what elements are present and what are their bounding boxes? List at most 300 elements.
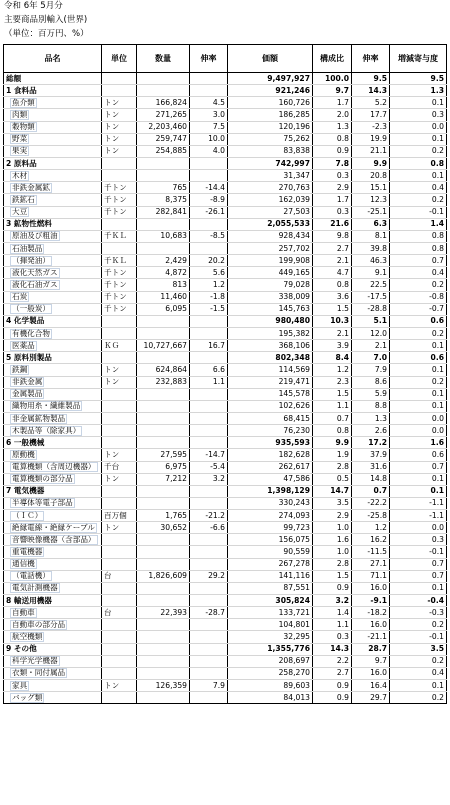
row-share xyxy=(313,376,352,388)
table-row xyxy=(4,582,447,594)
row-contribution xyxy=(390,352,447,364)
table-row-category xyxy=(4,643,447,655)
row-unit xyxy=(102,680,137,692)
row-quantity-text: 11,460 xyxy=(160,292,187,302)
row-value-text: 928,434 xyxy=(278,231,310,241)
row-item-name xyxy=(4,680,102,692)
row-quantity-text: 259,747 xyxy=(155,134,187,144)
row-value xyxy=(228,412,313,424)
row-unit xyxy=(102,412,137,424)
row-unit xyxy=(102,546,137,558)
row-quantity xyxy=(137,242,190,254)
row-item-name-text: 穀物類 xyxy=(12,122,35,132)
row-value xyxy=(228,558,313,570)
row-quantity-growth xyxy=(190,157,228,169)
row-value-growth xyxy=(352,680,390,692)
row-item-name-text: 非鉄金属 xyxy=(12,377,43,387)
row-share-text: 1.1 xyxy=(336,401,349,411)
row-value-growth-text: 17.2 xyxy=(368,437,387,447)
row-contribution-text: 1.6 xyxy=(430,437,444,447)
row-value-growth-text: 29.7 xyxy=(370,692,387,702)
row-quantity xyxy=(137,340,190,352)
row-quantity xyxy=(137,279,190,291)
row-share xyxy=(313,242,352,254)
row-contribution xyxy=(390,145,447,157)
row-contribution xyxy=(390,133,447,145)
table-row xyxy=(4,400,447,412)
row-share xyxy=(313,449,352,461)
row-unit xyxy=(102,425,137,437)
row-value-growth-text: 8.6 xyxy=(374,377,387,387)
row-value-text: 145,763 xyxy=(278,304,310,314)
row-value-text: 199,908 xyxy=(278,255,310,265)
row-unit xyxy=(102,85,137,97)
row-value-text: 68,415 xyxy=(283,413,310,423)
row-contribution-text: 0.2 xyxy=(431,194,444,204)
row-contribution-text: 0.1 xyxy=(430,486,444,496)
row-quantity-growth xyxy=(190,619,228,631)
row-quantity-growth-text: 7.5 xyxy=(212,122,225,132)
row-quantity-growth-text: 16.7 xyxy=(208,340,225,350)
row-value-growth-text: 46.3 xyxy=(370,255,387,265)
row-share xyxy=(313,534,352,546)
row-quantity-text: 8,375 xyxy=(165,194,187,204)
row-quantity-growth xyxy=(190,218,228,230)
row-item-name xyxy=(4,485,102,497)
row-value-growth-text: 15.1 xyxy=(370,182,387,192)
row-item-name-text: 音響映像機器（含部品） xyxy=(12,534,96,544)
row-share xyxy=(313,473,352,485)
row-share-text: 14.7 xyxy=(330,486,349,496)
row-quantity-growth xyxy=(190,510,228,522)
row-contribution-text: 1.3 xyxy=(430,85,444,95)
row-item-name-text: 鉄鋼 xyxy=(12,364,28,374)
row-value-growth xyxy=(352,570,390,582)
row-unit xyxy=(102,97,137,109)
row-unit-text: 千トン xyxy=(104,292,127,302)
row-quantity xyxy=(137,291,190,303)
row-item-name-text: 2 原料品 xyxy=(6,158,37,168)
row-share xyxy=(313,255,352,267)
row-value-growth-text: 0.7 xyxy=(373,486,387,496)
row-quantity-growth xyxy=(190,388,228,400)
row-contribution-text: 0.7 xyxy=(431,462,444,472)
row-value xyxy=(228,182,313,194)
row-quantity-growth xyxy=(190,145,228,157)
row-value xyxy=(228,364,313,376)
row-contribution-text: 0.4 xyxy=(431,668,444,678)
table-row xyxy=(4,461,447,473)
row-value-text: 156,075 xyxy=(278,534,310,544)
row-value-text: 330,243 xyxy=(278,498,310,508)
row-contribution xyxy=(390,643,447,655)
row-quantity-growth-text: -6.6 xyxy=(210,522,225,532)
row-unit xyxy=(102,570,137,582)
row-share xyxy=(313,461,352,473)
table-row xyxy=(4,267,447,279)
row-share xyxy=(313,182,352,194)
row-value xyxy=(228,133,313,145)
table-row xyxy=(4,340,447,352)
row-share xyxy=(313,73,352,85)
row-unit xyxy=(102,510,137,522)
row-quantity-text: 10,727,667 xyxy=(143,340,187,350)
row-item-name xyxy=(4,109,102,121)
row-value xyxy=(228,582,313,594)
row-quantity-text: 624,864 xyxy=(155,364,187,374)
row-share-text: 2.7 xyxy=(336,243,349,253)
row-quantity xyxy=(137,255,190,267)
row-contribution xyxy=(390,376,447,388)
row-share xyxy=(313,510,352,522)
row-value xyxy=(228,534,313,546)
row-item-name xyxy=(4,425,102,437)
row-value-text: 257,702 xyxy=(278,243,310,253)
row-share-text: 2.3 xyxy=(336,377,349,387)
row-contribution xyxy=(390,182,447,194)
row-value-growth xyxy=(352,376,390,388)
row-contribution-text: 0.1 xyxy=(431,401,444,411)
row-contribution-text: 0.1 xyxy=(431,97,444,107)
row-item-name-text: 自動車の部分品 xyxy=(12,619,66,629)
row-value-text: 102,626 xyxy=(278,401,310,411)
row-value-growth-text: 16.0 xyxy=(370,619,387,629)
row-item-name xyxy=(4,303,102,315)
row-contribution-text: 0.4 xyxy=(431,182,444,192)
row-contribution-text: 0.1 xyxy=(431,389,444,399)
row-item-name-text: 科学光学機器 xyxy=(12,656,58,666)
table-row xyxy=(4,570,447,582)
row-quantity-growth xyxy=(190,327,228,339)
row-value-growth xyxy=(352,607,390,619)
row-item-name xyxy=(4,437,102,449)
row-quantity-text: 166,824 xyxy=(155,97,187,107)
row-value xyxy=(228,194,313,206)
row-contribution xyxy=(390,315,447,327)
row-quantity-growth xyxy=(190,680,228,692)
row-item-name-text: 液化石油ガス xyxy=(12,279,58,289)
row-value-growth xyxy=(352,133,390,145)
table-row xyxy=(4,376,447,388)
row-quantity-growth-text: 6.6 xyxy=(212,364,225,374)
row-value xyxy=(228,327,313,339)
table-row xyxy=(4,619,447,631)
row-share-text: 14.3 xyxy=(330,644,349,654)
row-unit xyxy=(102,534,137,546)
row-item-name-text: 金属製品 xyxy=(12,389,43,399)
row-value-growth xyxy=(352,449,390,461)
row-value-text: 162,039 xyxy=(278,194,310,204)
row-item-name xyxy=(4,121,102,133)
row-value-growth xyxy=(352,412,390,424)
row-contribution xyxy=(390,497,447,509)
row-contribution xyxy=(390,364,447,376)
row-contribution xyxy=(390,655,447,667)
row-unit-text: トン xyxy=(104,146,120,156)
row-quantity-growth-text: -28.7 xyxy=(205,607,225,617)
row-quantity xyxy=(137,485,190,497)
row-item-name-text: 原動機 xyxy=(12,449,35,459)
row-value-text: 270,763 xyxy=(278,182,310,192)
row-item-name-text: 非鉄金属鉱 xyxy=(12,182,50,192)
row-value xyxy=(228,73,313,85)
row-share xyxy=(313,400,352,412)
row-value-growth xyxy=(352,667,390,679)
row-share-text: 0.8 xyxy=(336,279,349,289)
row-unit xyxy=(102,291,137,303)
row-item-name xyxy=(4,570,102,582)
row-contribution-text: 0.1 xyxy=(431,170,444,180)
row-contribution xyxy=(390,206,447,218)
row-unit xyxy=(102,327,137,339)
row-contribution xyxy=(390,291,447,303)
row-item-name xyxy=(4,97,102,109)
row-quantity-text: 10,683 xyxy=(160,231,187,241)
row-unit xyxy=(102,449,137,461)
row-unit xyxy=(102,255,137,267)
table-row xyxy=(4,692,447,704)
row-share xyxy=(313,97,352,109)
row-item-name-text: 電気計測機器 xyxy=(12,583,58,593)
row-share-text: 2.2 xyxy=(336,656,349,666)
row-unit-text: 台 xyxy=(104,571,112,581)
row-value-text: 449,165 xyxy=(278,267,310,277)
row-value-growth xyxy=(352,85,390,97)
row-contribution xyxy=(390,534,447,546)
column-header: 数量 xyxy=(137,45,190,73)
row-quantity-text: 271,265 xyxy=(155,109,187,119)
row-share xyxy=(313,145,352,157)
row-share xyxy=(313,667,352,679)
row-share xyxy=(313,206,352,218)
row-item-name-text: 5 原料別製品 xyxy=(6,352,52,362)
table-header-row xyxy=(4,45,447,73)
row-value xyxy=(228,121,313,133)
row-quantity-growth xyxy=(190,497,228,509)
row-value-text: 182,628 xyxy=(278,449,310,459)
row-value-text: 133,721 xyxy=(278,607,310,617)
table-row xyxy=(4,230,447,242)
row-value-growth xyxy=(352,558,390,570)
row-value-growth-text: 39.8 xyxy=(370,243,387,253)
import-table xyxy=(3,44,447,704)
row-value-growth-text: 2.1 xyxy=(374,340,387,350)
row-share xyxy=(313,315,352,327)
table-row xyxy=(4,607,447,619)
row-item-name xyxy=(4,595,102,607)
row-unit xyxy=(102,194,137,206)
row-value-growth-text: 8.1 xyxy=(374,231,387,241)
row-value-growth xyxy=(352,437,390,449)
row-unit xyxy=(102,73,137,85)
row-value-growth xyxy=(352,595,390,607)
row-contribution xyxy=(390,97,447,109)
row-share xyxy=(313,303,352,315)
row-value-growth-text: 37.9 xyxy=(370,449,387,459)
row-quantity xyxy=(137,352,190,364)
row-unit xyxy=(102,595,137,607)
row-value-growth-text: 2.6 xyxy=(374,425,387,435)
row-value-text: 75,262 xyxy=(283,134,310,144)
row-contribution-text: 0.1 xyxy=(431,364,444,374)
row-share xyxy=(313,631,352,643)
row-unit xyxy=(102,206,137,218)
table-row-category xyxy=(4,595,447,607)
row-unit xyxy=(102,170,137,182)
row-quantity xyxy=(137,364,190,376)
row-item-name xyxy=(4,510,102,522)
row-share-text: 0.7 xyxy=(336,413,349,423)
row-quantity-growth xyxy=(190,315,228,327)
row-item-name xyxy=(4,194,102,206)
row-value-text: 1,398,129 xyxy=(267,486,310,496)
row-unit-text: 千ＫＬ xyxy=(104,255,127,265)
row-quantity-growth-text: 5.6 xyxy=(212,267,225,277)
row-quantity-growth-text: 29.2 xyxy=(208,571,225,581)
table-row xyxy=(4,425,447,437)
row-value-text: 114,569 xyxy=(278,364,310,374)
row-contribution xyxy=(390,388,447,400)
row-value xyxy=(228,109,313,121)
row-contribution-text: 0.8 xyxy=(430,158,444,168)
row-share xyxy=(313,291,352,303)
row-unit xyxy=(102,230,137,242)
row-quantity xyxy=(137,534,190,546)
row-value-text: 935,593 xyxy=(275,437,310,447)
row-unit-text: 千トン xyxy=(104,279,127,289)
row-value-text: 90,559 xyxy=(283,547,310,557)
row-value xyxy=(228,242,313,254)
row-item-name-text: 石炭 xyxy=(12,292,28,302)
row-unit-text: 台 xyxy=(104,607,112,617)
row-value xyxy=(228,607,313,619)
row-value-growth-text: 5.9 xyxy=(374,389,387,399)
row-quantity-growth xyxy=(190,667,228,679)
row-quantity-text: 126,359 xyxy=(155,680,187,690)
row-value-growth-text: 7.0 xyxy=(373,352,387,362)
row-value-growth-text: -25.1 xyxy=(367,207,387,217)
row-value xyxy=(228,667,313,679)
row-value-growth xyxy=(352,182,390,194)
row-quantity xyxy=(137,667,190,679)
row-contribution xyxy=(390,267,447,279)
row-share xyxy=(313,352,352,364)
row-unit-text: 百万個 xyxy=(104,510,127,520)
row-item-name xyxy=(4,218,102,230)
row-share-text: 4.7 xyxy=(336,267,349,277)
row-value-growth xyxy=(352,303,390,315)
row-value-text: 338,009 xyxy=(278,292,310,302)
row-unit xyxy=(102,182,137,194)
row-quantity-growth xyxy=(190,449,228,461)
row-unit xyxy=(102,461,137,473)
row-contribution xyxy=(390,425,447,437)
row-value-growth-text: 1.3 xyxy=(374,413,387,423)
row-item-name xyxy=(4,182,102,194)
row-item-name-text: 重電機器 xyxy=(12,547,43,557)
row-value xyxy=(228,437,313,449)
row-quantity xyxy=(137,400,190,412)
row-quantity xyxy=(137,121,190,133)
row-value-growth xyxy=(352,291,390,303)
row-value-growth-text: 9.9 xyxy=(373,158,387,168)
row-quantity-growth-text: 20.2 xyxy=(208,255,225,265)
row-value xyxy=(228,303,313,315)
row-quantity-text: 27,595 xyxy=(160,449,187,459)
row-item-name xyxy=(4,352,102,364)
row-value xyxy=(228,157,313,169)
row-share-text: 1.2 xyxy=(336,364,349,374)
row-share xyxy=(313,133,352,145)
row-contribution-text: 0.1 xyxy=(431,134,444,144)
row-item-name xyxy=(4,327,102,339)
row-value xyxy=(228,425,313,437)
row-value xyxy=(228,340,313,352)
row-share-text: 9.8 xyxy=(336,231,349,241)
row-item-name-text: 7 電気機器 xyxy=(6,486,45,496)
row-unit xyxy=(102,655,137,667)
row-value-text: 258,270 xyxy=(278,668,310,678)
row-value xyxy=(228,255,313,267)
row-unit xyxy=(102,619,137,631)
row-contribution xyxy=(390,546,447,558)
row-value xyxy=(228,145,313,157)
row-item-name-text: （ＩＣ） xyxy=(12,510,43,520)
row-value-text: 2,055,533 xyxy=(267,219,310,229)
row-unit-text: トン xyxy=(104,449,120,459)
row-contribution xyxy=(390,109,447,121)
row-item-name-text: 木製品等（除家具） xyxy=(12,425,81,435)
row-value-growth-text: 16.4 xyxy=(370,680,387,690)
row-contribution-text: 0.0 xyxy=(431,413,444,423)
row-quantity-growth xyxy=(190,570,228,582)
row-quantity-growth xyxy=(190,170,228,182)
row-share-text: 2.9 xyxy=(336,510,349,520)
row-quantity-growth xyxy=(190,485,228,497)
row-quantity-growth xyxy=(190,631,228,643)
row-value-text: 219,471 xyxy=(278,377,310,387)
row-unit xyxy=(102,388,137,400)
row-value xyxy=(228,655,313,667)
table-row xyxy=(4,279,447,291)
row-quantity-growth xyxy=(190,230,228,242)
row-quantity-growth-text: 1.1 xyxy=(212,377,225,387)
row-share xyxy=(313,109,352,121)
row-value-text: 160,726 xyxy=(278,97,310,107)
row-value-growth xyxy=(352,655,390,667)
row-unit xyxy=(102,352,137,364)
row-quantity-text: 2,203,460 xyxy=(148,122,187,132)
row-value-growth xyxy=(352,485,390,497)
row-value xyxy=(228,643,313,655)
row-share-text: 8.4 xyxy=(335,352,349,362)
row-contribution xyxy=(390,680,447,692)
row-share-text: 2.8 xyxy=(336,559,349,569)
row-quantity-growth xyxy=(190,73,228,85)
row-item-name-text: 電算機類の部分品 xyxy=(12,474,73,484)
row-contribution-text: 0.2 xyxy=(431,656,444,666)
row-value-growth xyxy=(352,388,390,400)
row-value-growth xyxy=(352,497,390,509)
table-row xyxy=(4,242,447,254)
row-quantity xyxy=(137,218,190,230)
row-share xyxy=(313,595,352,607)
row-contribution xyxy=(390,449,447,461)
row-quantity xyxy=(137,303,190,315)
row-item-name xyxy=(4,534,102,546)
row-quantity xyxy=(137,388,190,400)
row-share xyxy=(313,680,352,692)
